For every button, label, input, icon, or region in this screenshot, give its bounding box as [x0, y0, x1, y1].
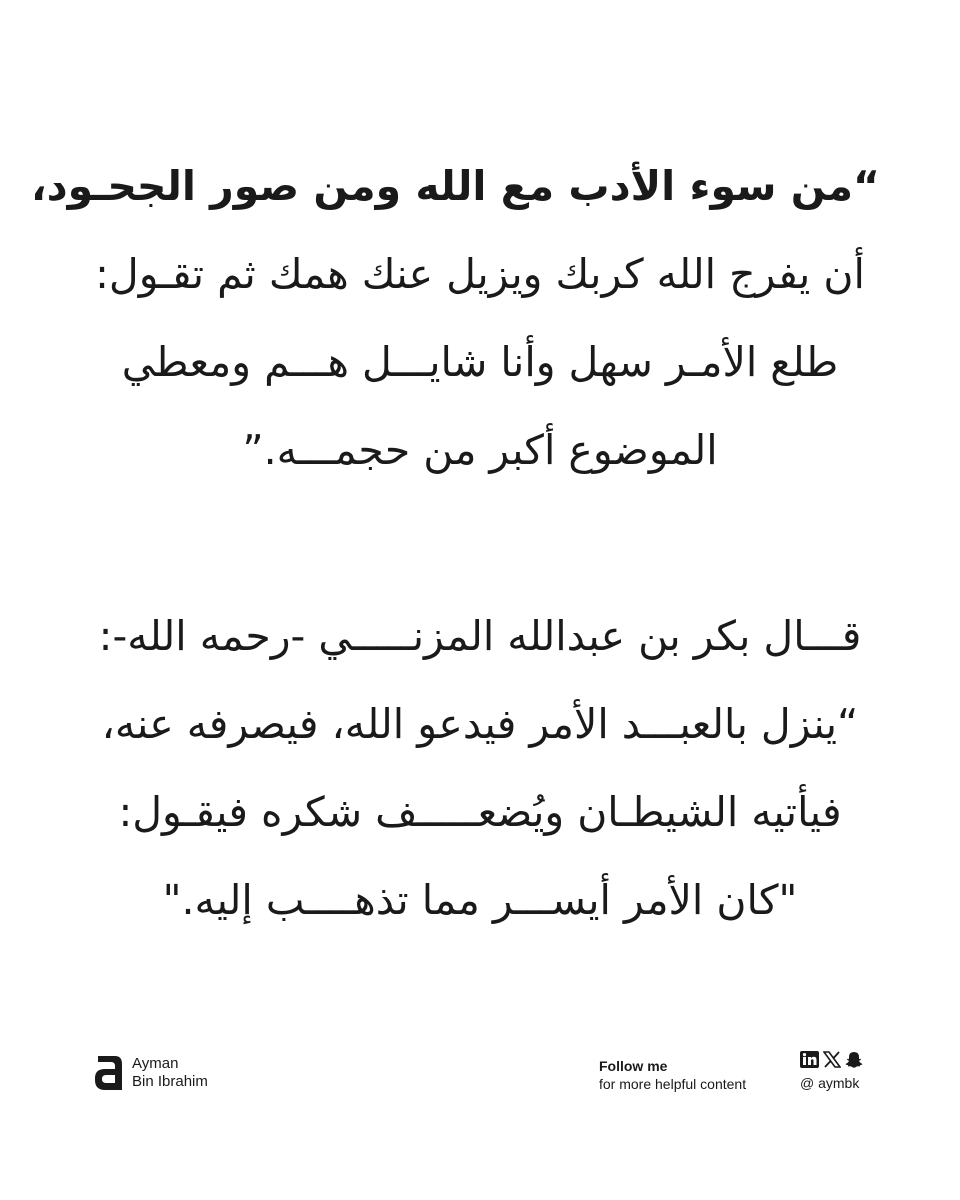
quote-line: فيأتيه الشيطـان ويُضعـــــف شكره فيقـول: [118, 788, 842, 836]
quote-block-1 [31, 142, 880, 494]
quote-block-2 [80, 592, 880, 944]
social-links [800, 1049, 863, 1092]
x-icon[interactable] [823, 1051, 841, 1068]
brand [95, 1055, 208, 1091]
social-icons [800, 1049, 863, 1069]
follow-cta [599, 1057, 746, 1093]
brand-name [132, 1055, 208, 1091]
brand-name-line2: Bin Ibrahim [132, 1073, 208, 1090]
snapchat-icon[interactable] [845, 1051, 863, 1068]
brand-logo-icon [95, 1056, 122, 1090]
quote-line: الموضوع أكبر من حجمـــه.” [242, 426, 718, 474]
quote-line: “ينزل بالعبـــد الأمر فيدعو الله، فيصرفه عنه، [101, 700, 859, 748]
quote-line: "كان الأمر أيســـر مما تذهــــب إليه." [162, 876, 798, 924]
social-handle[interactable]: @ aymbk [800, 1075, 860, 1091]
linkedin-icon[interactable] [800, 1051, 819, 1068]
quote-line: قـــال بكر بن عبدالله المزنـــــي -رحمه الله-: [98, 612, 862, 660]
follow-title: Follow me [599, 1058, 668, 1074]
quote-line: طلع الأمـر سهل وأنا شايـــل هـــم ومعطي [121, 338, 839, 386]
quote-line: “من سوء الأدب مع الله ومن صور الجحـود، [31, 162, 880, 210]
quote-line: أن يفرج الله كربك ويزيل عنك همك ثم تقـول: [95, 250, 865, 298]
brand-name-line1: Ayman [132, 1055, 179, 1072]
follow-subtitle: for more helpful content [599, 1076, 747, 1092]
